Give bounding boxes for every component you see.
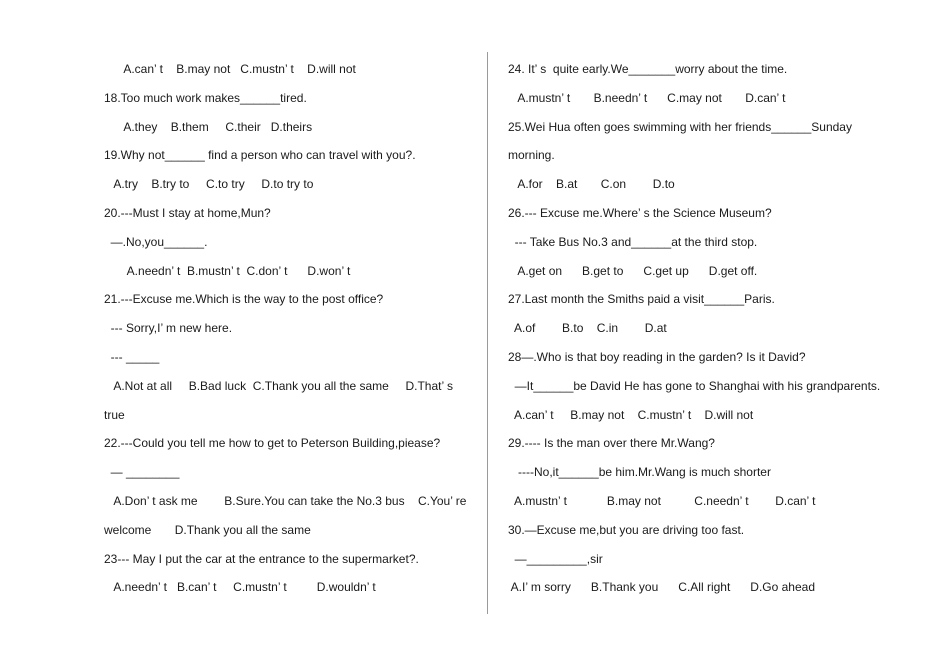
text-line: true	[104, 407, 125, 422]
text-line: A.Not at all B.Bad luck C.Thank you all the same D.That’ s	[104, 378, 454, 393]
text-line: 19.Why not______ find a person who can travel with you?.	[104, 148, 416, 163]
text-line: 18.Too much work makes______tired.	[104, 90, 307, 105]
text-line: A.try B.try to C.to try D.to try to	[104, 177, 314, 192]
text-line: 29.---- Is the man over there Mr.Wang?	[508, 436, 715, 451]
left-column	[104, 60, 476, 607]
text-line: 20.---Must I stay at home,Mun?	[104, 205, 271, 220]
text-line: --- Take Bus No.3 and______at the third stop.	[508, 234, 758, 249]
text-line: 24. It’ s quite early.We_______worry about the time.	[508, 62, 788, 76]
text-line: A.can’ t B.may not C.mustn’ t D.will not	[508, 407, 754, 422]
text-line: —.No,you______.	[104, 234, 208, 249]
text-line: 30.—Excuse me,but you are driving too fast.	[508, 522, 745, 537]
text-line: A.of B.to C.in D.at	[508, 321, 667, 336]
text-line: A.can’ t B.may not C.mustn’ t D.will not	[104, 62, 356, 76]
text-line: A.mustn’ t B.needn’ t C.may not D.can’ t	[508, 90, 786, 105]
text-line: --- _____	[104, 349, 160, 364]
text-line: 26.--- Excuse me.Where’ s the Science Museum?	[508, 205, 772, 220]
text-line: ----No,it______be him.Mr.Wang is much shorter	[508, 465, 771, 480]
text-line: A.get on B.get to C.get up D.get off.	[508, 263, 758, 278]
text-line: welcome D.Thank you all the same	[104, 522, 311, 537]
text-line: —_________,sir	[508, 551, 603, 566]
text-line: A.needn’ t B.can’ t C.mustn’ t D.wouldn’ t	[104, 580, 376, 595]
text-line: 27.Last month the Smiths paid a visit______Paris.	[508, 292, 775, 307]
text-line: A.they B.them C.their D.theirs	[104, 119, 313, 134]
text-line: A.mustn’ t B.may not C.needn’ t D.can’ t	[508, 493, 816, 508]
column-divider	[487, 52, 488, 614]
text-line: — ________	[104, 465, 180, 480]
text-line: A.Don’ t ask me B.Sure.You can take the No.3 bus C.You’ re	[104, 493, 467, 508]
text-line: A.needn’ t B.mustn’ t C.don’ t D.won’ t	[104, 263, 351, 278]
text-line: A.for B.at C.on D.to	[508, 177, 675, 192]
text-line: 28—.Who is that boy reading in the garden? Is it David?	[508, 349, 806, 364]
text-line: A.I’ m sorry B.Thank you C.All right D.Go ahead	[508, 580, 816, 595]
text-line: morning.	[508, 148, 555, 163]
text-line: 21.---Excuse me.Which is the way to the post office?	[104, 292, 384, 307]
text-line: 22.---Could you tell me how to get to Peterson Building,piease?	[104, 436, 441, 451]
right-column	[508, 60, 881, 607]
text-line: 23--- May I put the car at the entrance to the supermarket?.	[104, 551, 419, 566]
text-line: 25.Wei Hua often goes swimming with her friends______Sunday	[508, 119, 852, 134]
text-line: —It______be David He has gone to Shanghai with his grandparents.	[508, 378, 881, 393]
text-line: --- Sorry,I’ m new here.	[104, 321, 233, 336]
